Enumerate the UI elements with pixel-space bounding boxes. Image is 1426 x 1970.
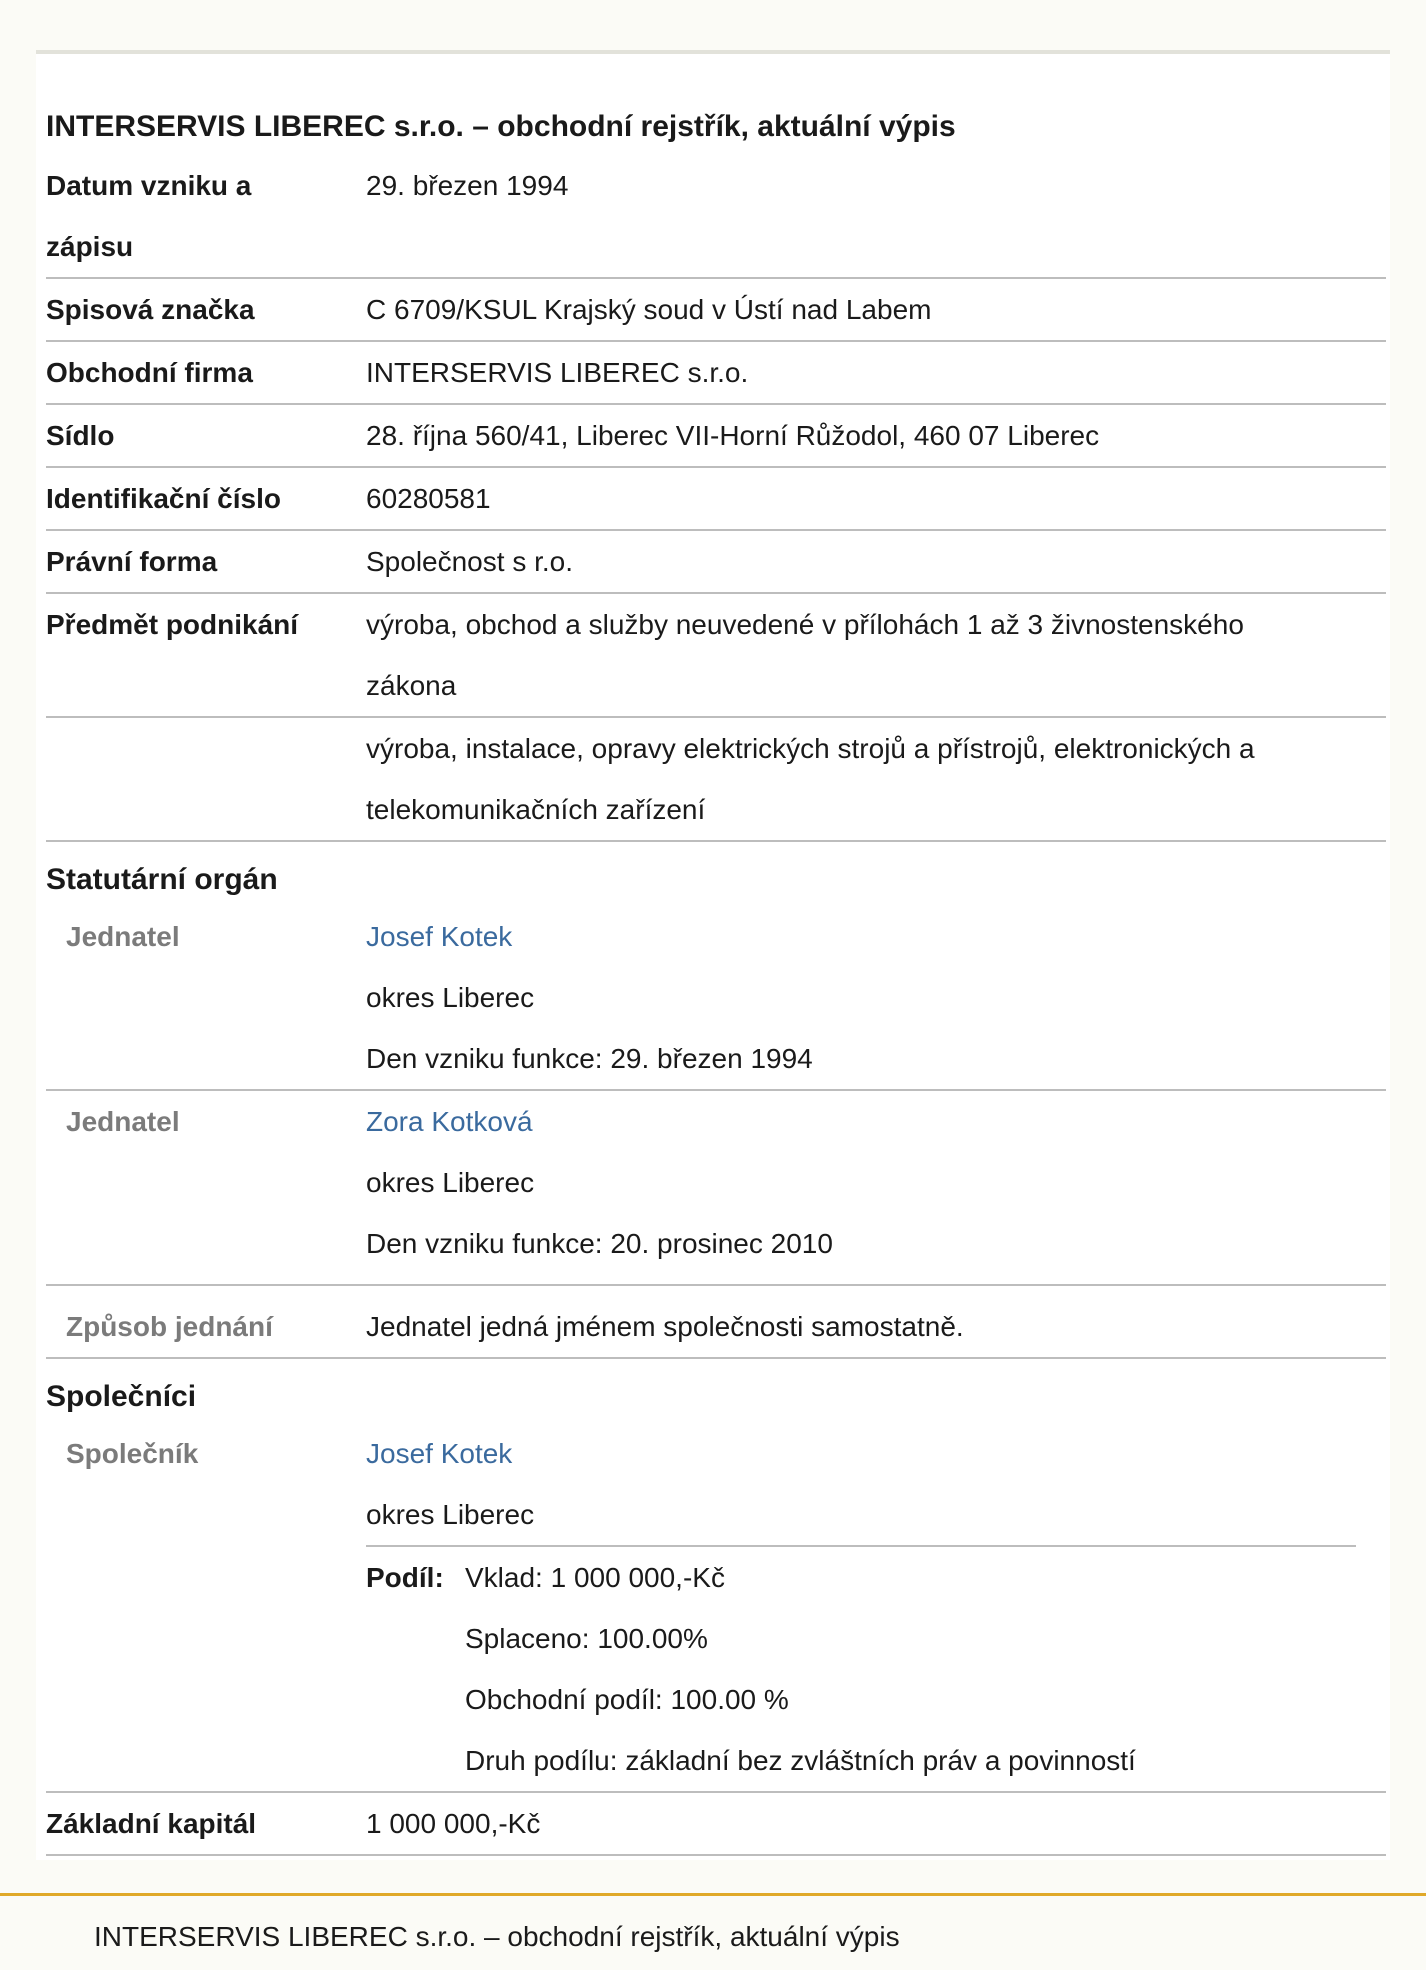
register-card: [36, 50, 1390, 1860]
value-pravni-forma: Společnost s r.o.: [366, 546, 574, 577]
value-zpusob-jednani: Jednatel jedná jménem společnosti samostatně.: [366, 1311, 964, 1342]
label-datum-vzniku: Datum vzniku a zápisu: [46, 170, 252, 262]
podil-values: [465, 1547, 1136, 1791]
label-identifikacni-cislo: Identifikační číslo: [46, 483, 281, 514]
footer-title: INTERSERVIS LIBEREC s.r.o. – obchodní rejstřík, aktuální výpis: [94, 1921, 900, 1952]
row-predmet-podnikani-2: [46, 718, 1386, 842]
jednatel-1-district: okres Liberec: [366, 982, 535, 1013]
spolecnik-district: okres Liberec: [366, 1499, 535, 1530]
link-spolecnik-name[interactable]: Josef Kotek: [366, 1438, 513, 1469]
row-spolecnik: [46, 1423, 1386, 1793]
row-jednatel-2: [46, 1091, 1386, 1286]
label-jednatel-2: Jednatel: [66, 1106, 180, 1137]
label-zpusob-jednani: Způsob jednání: [66, 1311, 273, 1342]
podil-block: [366, 1547, 1386, 1791]
podil-vklad: Vklad: 1 000 000,-Kč: [465, 1562, 725, 1593]
value-jednatel-1: [366, 906, 1386, 1089]
row-pravni-forma: [46, 531, 1386, 594]
row-datum-vzniku: [46, 155, 1386, 279]
row-sidlo: [46, 405, 1386, 468]
link-jednatel-1-name[interactable]: Josef Kotek: [366, 921, 513, 952]
row-jednatel-1: [46, 906, 1386, 1091]
value-zakladni-kapital: 1 000 000,-Kč: [366, 1808, 541, 1839]
page-title: INTERSERVIS LIBEREC s.r.o. – obchodní rejstřík, aktuální výpis: [46, 110, 956, 143]
label-sidlo: Sídlo: [46, 420, 115, 451]
heading-spolecnici: Společníci: [46, 1380, 197, 1413]
footer-divider: [0, 1893, 1426, 1896]
label-spolecnik: Společník: [66, 1438, 199, 1469]
label-jednatel-1: Jednatel: [66, 921, 180, 952]
row-predmet-podnikani-1: [46, 594, 1386, 718]
row-zpusob-jednani: [46, 1286, 1386, 1359]
value-sidlo: 28. října 560/41, Liberec VII-Horní Růžodol, 460 07 Liberec: [366, 420, 1100, 451]
jednatel-1-since: Den vzniku funkce: 29. březen 1994: [366, 1043, 813, 1074]
jednatel-2-since: Den vzniku funkce: 20. prosinec 2010: [366, 1228, 833, 1259]
register-content: [46, 102, 1386, 1856]
link-jednatel-2-name[interactable]: Zora Kotková: [366, 1106, 533, 1137]
row-obchodni-firma: [46, 342, 1386, 405]
row-spisova-znacka: [46, 279, 1386, 342]
label-predmet-podnikani: Předmět podnikání: [46, 609, 299, 640]
label-obchodni-firma: Obchodní firma: [46, 357, 253, 388]
podil-obchodni: Obchodní podíl: 100.00 %: [465, 1684, 789, 1715]
podil-splaceno: Splaceno: 100.00%: [465, 1623, 708, 1654]
label-empty: [46, 718, 366, 840]
label-spisova-znacka: Spisová značka: [46, 294, 255, 325]
value-predmet-podnikani-1: výroba, obchod a služby neuvedené v přílohách 1 až 3 živnostenského zákona: [366, 609, 1244, 701]
value-spolecnik: [366, 1423, 1386, 1791]
jednatel-2-district: okres Liberec: [366, 1167, 535, 1198]
value-identifikacni-cislo: 60280581: [366, 483, 491, 514]
value-jednatel-2: [366, 1091, 1386, 1284]
podil-druh: Druh podílu: základní bez zvláštních práv a povinností: [465, 1745, 1136, 1776]
value-spisova-znacka: C 6709/KSUL Krajský soud v Ústí nad Labem: [366, 294, 932, 325]
podil-label: Podíl:: [366, 1562, 444, 1593]
value-obchodni-firma: INTERSERVIS LIBEREC s.r.o.: [366, 357, 749, 388]
row-zakladni-kapital: [46, 1793, 1386, 1856]
value-predmet-podnikani-2: výroba, instalace, opravy elektrických strojů a přístrojů, elektronických a telekomunikačních zařízení: [366, 733, 1255, 825]
heading-statutarni-organ: Statutární orgán: [46, 863, 278, 896]
label-pravni-forma: Právní forma: [46, 546, 218, 577]
label-zakladni-kapital: Základní kapitál: [46, 1808, 257, 1839]
row-identifikacni-cislo: [46, 468, 1386, 531]
value-datum-vzniku: 29. březen 1994: [366, 170, 569, 201]
